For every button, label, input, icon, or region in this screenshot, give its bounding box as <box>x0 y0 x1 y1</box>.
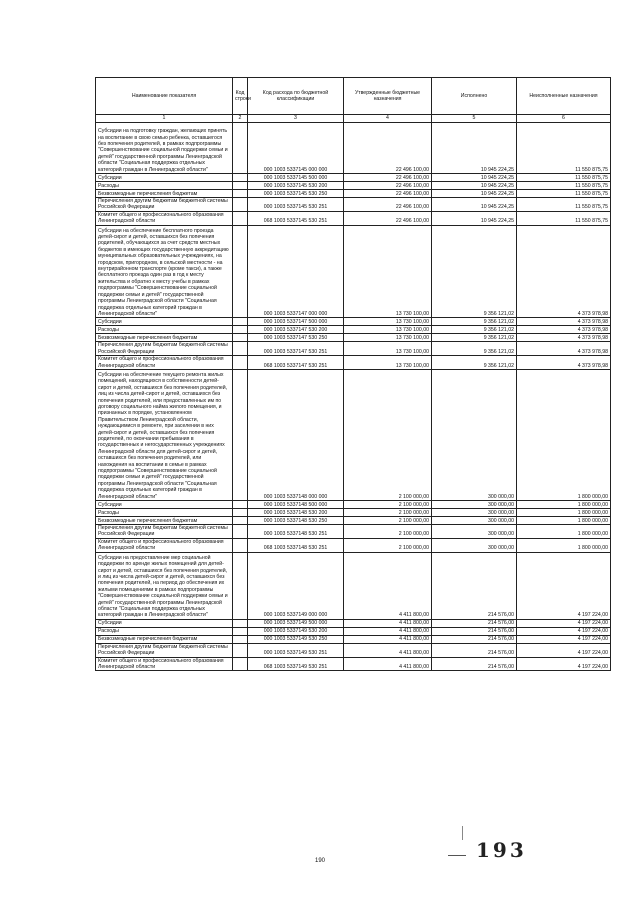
row-kbk-cell: 000 1003 5337145 530 200 <box>248 182 344 190</box>
column-header-name: Наименование показателя <box>96 78 233 115</box>
row-kbk-cell: 000 1003 5337148 530 251 <box>248 525 344 539</box>
column-header-kbk: Код расхода по бюджетной классификации <box>248 78 344 115</box>
row-unexecuted-cell: 11 550 875,75 <box>517 190 611 198</box>
row-kbk-cell: 000 1003 5337145 530 250 <box>248 190 344 198</box>
row-unexecuted-cell: 1 800 000,00 <box>517 517 611 525</box>
row-name-cell: Комитет общего и профессионального образования Ленинградской области <box>96 657 233 671</box>
row-name-cell: Комитет общего и профессионального образования Ленинградской области <box>96 356 233 370</box>
row-approved-cell: 4 411 800,00 <box>344 635 432 643</box>
table-row <box>96 619 611 627</box>
row-approved-cell: 2 100 000,00 <box>344 517 432 525</box>
column-number: 6 <box>517 115 611 123</box>
row-code-cell <box>233 190 248 198</box>
table-row <box>96 369 611 500</box>
table-row <box>96 182 611 190</box>
row-approved-cell: 4 411 800,00 <box>344 657 432 671</box>
column-number-row <box>96 115 611 123</box>
row-name-cell: Субсидии на предоставление мер социальной поддержки по аренде жилых помещений для детей-сирот и детей, оставшихся без попечения родителей, и лиц из числа детей-сирот и детей, оставшихся без попечения родителей, на период до обеспечения их жилыми помещениями в рамках подпрограммы "Совершенствование социальной поддержки семьи и детей" государственной программы Ленинградской области "Социальная поддержка отдельных категорий граждан в Ленинградской области" <box>96 552 233 619</box>
row-executed-cell: 214 576,00 <box>432 552 517 619</box>
row-unexecuted-cell: 1 800 000,00 <box>517 501 611 509</box>
row-executed-cell: 9 356 121,02 <box>432 342 517 356</box>
row-code-cell <box>233 182 248 190</box>
row-executed-cell: 9 356 121,02 <box>432 225 517 318</box>
table-row <box>96 123 611 174</box>
table-row <box>96 225 611 318</box>
row-kbk-cell: 000 1003 5337147 530 200 <box>248 326 344 334</box>
row-kbk-cell: 000 1003 5337147 530 250 <box>248 334 344 342</box>
column-number: 4 <box>344 115 432 123</box>
row-code-cell <box>233 627 248 635</box>
pen-mark <box>462 826 463 840</box>
row-executed-cell: 9 356 121,02 <box>432 326 517 334</box>
stamp-page-number: 193 <box>476 838 527 862</box>
row-approved-cell: 4 411 800,00 <box>344 627 432 635</box>
row-kbk-cell: 000 1003 5337147 530 251 <box>248 342 344 356</box>
row-code-cell <box>233 369 248 500</box>
row-name-cell: Субсидии на подготовку граждан, желающих принять на воспитание в свою семью ребенка, оставшегося без попечения родителей, в рамках подпрограммы "Совершенствование социальной поддержки семьи и детей" государственной программы Ленинградской области "Социальная поддержка отдельных категорий граждан в Ленинградской области" <box>96 123 233 174</box>
row-executed-cell: 300 000,00 <box>432 369 517 500</box>
column-number: 1 <box>96 115 233 123</box>
table-row <box>96 552 611 619</box>
dash-mark <box>448 855 466 856</box>
row-executed-cell: 9 356 121,02 <box>432 318 517 326</box>
row-executed-cell: 10 945 224,25 <box>432 211 517 225</box>
row-name-cell: Субсидии <box>96 318 233 326</box>
table-row <box>96 517 611 525</box>
row-unexecuted-cell: 4 197 224,00 <box>517 627 611 635</box>
row-executed-cell: 214 576,00 <box>432 619 517 627</box>
table-row <box>96 190 611 198</box>
row-executed-cell: 9 356 121,02 <box>432 356 517 370</box>
row-unexecuted-cell: 4 373 978,98 <box>517 334 611 342</box>
table-row <box>96 657 611 671</box>
row-name-cell: Расходы <box>96 182 233 190</box>
row-name-cell: Безвозмездные перечисления бюджетам <box>96 190 233 198</box>
row-executed-cell: 214 576,00 <box>432 643 517 657</box>
row-unexecuted-cell: 11 550 875,75 <box>517 198 611 212</box>
row-executed-cell: 214 576,00 <box>432 657 517 671</box>
row-approved-cell: 22 496 100,00 <box>344 123 432 174</box>
table-row <box>96 538 611 552</box>
row-unexecuted-cell: 11 550 875,75 <box>517 123 611 174</box>
row-kbk-cell: 000 1003 5337145 530 251 <box>248 198 344 212</box>
row-executed-cell: 300 000,00 <box>432 525 517 539</box>
row-kbk-cell: 000 1003 5337149 000 000 <box>248 552 344 619</box>
row-unexecuted-cell: 4 373 978,98 <box>517 326 611 334</box>
row-kbk-cell: 068 1003 5337148 530 251 <box>248 538 344 552</box>
row-executed-cell: 214 576,00 <box>432 635 517 643</box>
row-executed-cell: 10 945 224,25 <box>432 198 517 212</box>
table-row <box>96 211 611 225</box>
row-name-cell: Перечисления другим бюджетам бюджетной системы Российской Федерации <box>96 342 233 356</box>
row-approved-cell: 13 730 100,00 <box>344 356 432 370</box>
row-unexecuted-cell: 4 197 224,00 <box>517 635 611 643</box>
row-name-cell: Перечисления другим бюджетам бюджетной системы Российской Федерации <box>96 198 233 212</box>
row-approved-cell: 13 730 100,00 <box>344 225 432 318</box>
row-executed-cell: 10 945 224,25 <box>432 190 517 198</box>
row-name-cell: Безвозмездные перечисления бюджетам <box>96 334 233 342</box>
row-code-cell <box>233 538 248 552</box>
row-name-cell: Субсидии <box>96 619 233 627</box>
row-approved-cell: 2 100 000,00 <box>344 538 432 552</box>
row-name-cell: Субсидии <box>96 501 233 509</box>
row-name-cell: Субсидии на обеспечение текущего ремонта жилых помещений, находящихся в собственности детей-сирот и детей, оставшихся без попечения родителей, лиц из числа детей-сирот и детей, оставшихся без попечения родителей, или предоставленных им по договору социального найма жилого помещения, и признанных в порядке, установленном Правительством Ленинградской области, нуждающимися в ремонте, при заселении в них детей-сирот и детей, оставшихся без попечения родителей, по окончании пребывания в государственных и негосударственных учреждениях Ленинградской области для детей-сирот и детей, оставшихся без попечения родителей, или нахождения на воспитании в семье в рамках подпрограммы "Совершенствование социальной поддержки семьи и детей" государственной программы Ленинградской области "Социальная поддержка отдельных категорий граждан в Ленинградской области" <box>96 369 233 500</box>
column-header-executed: Исполнено <box>432 78 517 115</box>
row-unexecuted-cell: 4 197 224,00 <box>517 643 611 657</box>
table-header-row <box>96 78 611 115</box>
table-row <box>96 356 611 370</box>
row-kbk-cell: 000 1003 5337147 000 000 <box>248 225 344 318</box>
row-code-cell <box>233 198 248 212</box>
table-row <box>96 198 611 212</box>
row-approved-cell: 4 411 800,00 <box>344 552 432 619</box>
row-kbk-cell: 000 1003 5337148 530 250 <box>248 517 344 525</box>
row-unexecuted-cell: 4 373 978,98 <box>517 318 611 326</box>
row-executed-cell: 300 000,00 <box>432 517 517 525</box>
table-row <box>96 342 611 356</box>
row-executed-cell: 10 945 224,25 <box>432 182 517 190</box>
table-row <box>96 635 611 643</box>
column-header-unexecuted: Неисполненные назначения <box>517 78 611 115</box>
row-name-cell: Комитет общего и профессионального образования Ленинградской области <box>96 538 233 552</box>
row-kbk-cell: 068 1003 5337149 530 251 <box>248 657 344 671</box>
row-unexecuted-cell: 4 197 224,00 <box>517 619 611 627</box>
row-code-cell <box>233 619 248 627</box>
row-name-cell: Комитет общего и профессионального образования Ленинградской области <box>96 211 233 225</box>
row-kbk-cell: 000 1003 5337149 530 200 <box>248 627 344 635</box>
row-code-cell <box>233 501 248 509</box>
row-code-cell <box>233 225 248 318</box>
row-unexecuted-cell: 11 550 875,75 <box>517 174 611 182</box>
row-name-cell: Расходы <box>96 627 233 635</box>
row-name-cell: Безвозмездные перечисления бюджетам <box>96 517 233 525</box>
table-body <box>96 123 611 671</box>
row-code-cell <box>233 318 248 326</box>
row-name-cell: Субсидии на обеспечение бесплатного проезда детей-сирот и детей, оставшихся без попечения родителей, обучающихся за счет средств местных бюджетов в имеющих государственную аккредитацию муниципальных образовательных учреждениях, на городском, пригородном, в сельской местности - на внутрирайонном транспорте (кроме такси), а также бесплатного проезда один раз в год к месту жительства и обратно к месту учебы в рамках подпрограммы "Совершенствование социальной поддержки семьи и детей" государственной программы Ленинградской области "Социальная поддержка отдельных категорий граждан в Ленинградской области" <box>96 225 233 318</box>
row-approved-cell: 13 730 100,00 <box>344 342 432 356</box>
row-approved-cell: 13 730 100,00 <box>344 326 432 334</box>
row-code-cell <box>233 517 248 525</box>
table-row <box>96 501 611 509</box>
row-unexecuted-cell: 1 800 000,00 <box>517 525 611 539</box>
table-row <box>96 525 611 539</box>
budget-execution-table <box>95 77 611 671</box>
column-header-approved: Утвержденные бюджетные назначения <box>344 78 432 115</box>
row-name-cell: Перечисления другим бюджетам бюджетной системы Российской Федерации <box>96 643 233 657</box>
row-code-cell <box>233 509 248 517</box>
row-executed-cell: 300 000,00 <box>432 509 517 517</box>
row-code-cell <box>233 174 248 182</box>
page-number: 190 <box>314 858 325 864</box>
row-unexecuted-cell: 11 550 875,75 <box>517 211 611 225</box>
row-unexecuted-cell: 4 197 224,00 <box>517 657 611 671</box>
row-name-cell: Расходы <box>96 509 233 517</box>
row-approved-cell: 13 730 100,00 <box>344 318 432 326</box>
row-code-cell <box>233 643 248 657</box>
table-row <box>96 509 611 517</box>
table-row <box>96 318 611 326</box>
row-executed-cell: 9 356 121,02 <box>432 334 517 342</box>
row-executed-cell: 300 000,00 <box>432 538 517 552</box>
row-approved-cell: 2 100 000,00 <box>344 501 432 509</box>
row-name-cell: Безвозмездные перечисления бюджетам <box>96 635 233 643</box>
row-executed-cell: 10 945 224,25 <box>432 174 517 182</box>
row-executed-cell: 300 000,00 <box>432 501 517 509</box>
table-row <box>96 174 611 182</box>
row-approved-cell: 2 100 000,00 <box>344 525 432 539</box>
row-kbk-cell: 000 1003 5337149 530 251 <box>248 643 344 657</box>
row-kbk-cell: 000 1003 5337149 530 250 <box>248 635 344 643</box>
table-row <box>96 643 611 657</box>
column-number: 3 <box>248 115 344 123</box>
row-kbk-cell: 000 1003 5337149 500 000 <box>248 619 344 627</box>
row-code-cell <box>233 326 248 334</box>
row-unexecuted-cell: 4 373 978,98 <box>517 342 611 356</box>
row-name-cell: Расходы <box>96 326 233 334</box>
row-unexecuted-cell: 1 800 000,00 <box>517 509 611 517</box>
row-unexecuted-cell: 4 197 224,00 <box>517 552 611 619</box>
row-kbk-cell: 000 1003 5337148 500 000 <box>248 501 344 509</box>
table-row <box>96 334 611 342</box>
row-unexecuted-cell: 4 373 978,98 <box>517 356 611 370</box>
row-name-cell: Перечисления другим бюджетам бюджетной системы Российской Федерации <box>96 525 233 539</box>
row-approved-cell: 22 496 100,00 <box>344 211 432 225</box>
row-code-cell <box>233 334 248 342</box>
row-code-cell <box>233 525 248 539</box>
row-code-cell <box>233 657 248 671</box>
table-row <box>96 627 611 635</box>
row-code-cell <box>233 356 248 370</box>
row-unexecuted-cell: 1 800 000,00 <box>517 369 611 500</box>
row-kbk-cell: 068 1003 5337147 530 251 <box>248 356 344 370</box>
row-approved-cell: 13 730 100,00 <box>344 334 432 342</box>
column-header-code: Код строки <box>233 78 248 115</box>
row-approved-cell: 2 100 000,00 <box>344 509 432 517</box>
row-code-cell <box>233 552 248 619</box>
row-unexecuted-cell: 11 550 875,75 <box>517 182 611 190</box>
row-approved-cell: 22 496 100,00 <box>344 182 432 190</box>
row-unexecuted-cell: 1 800 000,00 <box>517 538 611 552</box>
row-code-cell <box>233 635 248 643</box>
table-row <box>96 326 611 334</box>
row-approved-cell: 22 496 100,00 <box>344 174 432 182</box>
row-approved-cell: 22 496 100,00 <box>344 190 432 198</box>
row-executed-cell: 214 576,00 <box>432 627 517 635</box>
column-number: 2 <box>233 115 248 123</box>
row-code-cell <box>233 342 248 356</box>
row-kbk-cell: 000 1003 5337148 530 200 <box>248 509 344 517</box>
row-approved-cell: 2 100 000,00 <box>344 369 432 500</box>
row-unexecuted-cell: 4 373 978,98 <box>517 225 611 318</box>
row-kbk-cell: 000 1003 5337145 000 000 <box>248 123 344 174</box>
row-kbk-cell: 000 1003 5337148 000 000 <box>248 369 344 500</box>
row-kbk-cell: 000 1003 5337145 500 000 <box>248 174 344 182</box>
row-code-cell <box>233 123 248 174</box>
row-name-cell: Субсидии <box>96 174 233 182</box>
row-code-cell <box>233 211 248 225</box>
row-approved-cell: 22 496 100,00 <box>344 198 432 212</box>
row-kbk-cell: 000 1003 5337147 500 000 <box>248 318 344 326</box>
row-kbk-cell: 068 1003 5337145 530 251 <box>248 211 344 225</box>
row-approved-cell: 4 411 800,00 <box>344 643 432 657</box>
row-approved-cell: 4 411 800,00 <box>344 619 432 627</box>
column-number: 5 <box>432 115 517 123</box>
row-executed-cell: 10 945 224,25 <box>432 123 517 174</box>
